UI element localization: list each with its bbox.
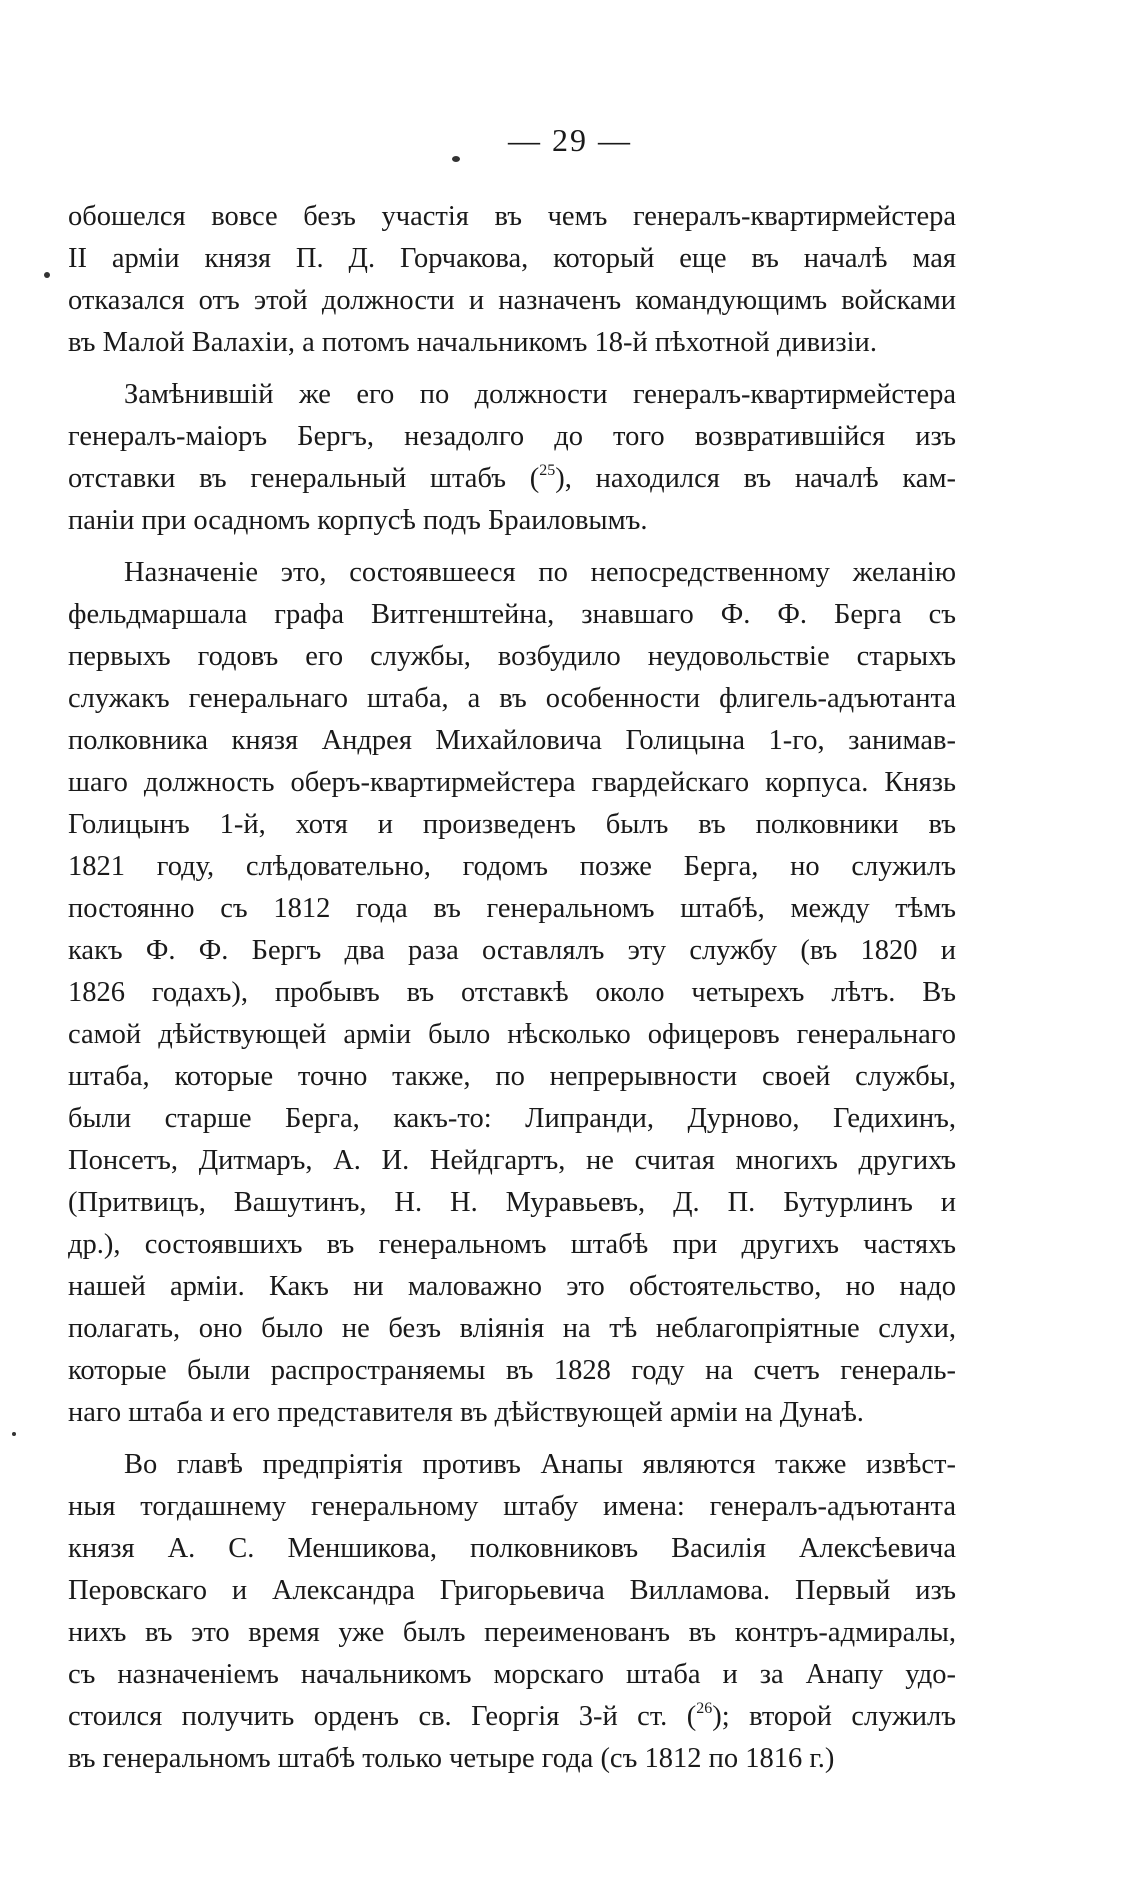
text-line: самой дѣйствующей арміи было нѣсколько офицеровъ генеральнаго — [68, 1019, 956, 1050]
text-line: Во главѣ предпріятія противъ Анапы являются также извѣст- — [124, 1449, 956, 1480]
text-line: отказался отъ этой должности и назначенъ командующимъ войсками — [68, 285, 956, 316]
text-line: фельдмаршала графа Витгенштейна, знавшаго Ф. Ф. Берга съ — [68, 599, 956, 630]
paragraph-gap — [68, 542, 956, 552]
text-line: нихъ въ это время уже былъ переименованъ въ контръ-адмиралы, — [68, 1617, 956, 1648]
text-line: Голицынъ 1-й, хотя и произведенъ былъ въ полковники въ — [68, 809, 956, 840]
paragraph — [68, 1444, 956, 1780]
text-line: постоянно съ 1812 года въ генеральномъ штабѣ, между тѣмъ — [68, 893, 956, 924]
text-line: 1821 году, слѣдовательно, годомъ позже Берга, но служилъ — [68, 851, 956, 882]
text-line: отставки въ генеральный штабъ ($^{25}$), находился въ началѣ кам- — [68, 462, 956, 494]
text-line: какъ Ф. Ф. Бергъ два раза оставлялъ эту службу (въ 1820 и — [68, 935, 956, 966]
text-line: стоился получить орденъ св. Георгія 3-й ст. ($^{26}$); второй служилъ — [68, 1700, 956, 1732]
text-line: др.), состоявшихъ въ генеральномъ штабѣ при другихъ частяхъ — [68, 1229, 956, 1260]
text-line: были старше Берга, какъ-то: Липранди, Дурново, Гедихинъ, — [68, 1103, 956, 1134]
text-line: наго штаба и его представителя въ дѣйствующей арміи на Дунаѣ. — [68, 1397, 864, 1428]
body-text — [68, 196, 956, 1780]
page-number: — 29 — — [508, 122, 632, 158]
text-line: съ назначеніемъ начальникомъ морскаго штаба и за Анапу удо- — [68, 1659, 956, 1690]
text-line: Понсетъ, Дитмаръ, А. И. Нейдгартъ, не считая многихъ другихъ — [68, 1145, 956, 1176]
text-line: полагать, оно было не безъ вліянія на тѣ неблагопріятные слухи, — [68, 1313, 956, 1344]
text-line: 1826 годахъ), пробывъ въ отставкѣ около четырехъ лѣтъ. Въ — [68, 977, 956, 1008]
text-line: которые были распространяемы въ 1828 году на счетъ генераль- — [68, 1355, 956, 1386]
text-line: первыхъ годовъ его службы, возбудило неудовольствіе старыхъ — [68, 641, 956, 672]
text-line: штаба, которые точно также, по непрерывности своей службы, — [68, 1061, 956, 1092]
text-line: Назначеніе это, состоявшееся по непосредственному желанію — [124, 557, 956, 588]
print-speck — [452, 156, 460, 162]
text-line: Перовскаго и Александра Григорьевича Вилламова. Первый изъ — [68, 1575, 956, 1606]
text-line: нашей арміи. Какъ ни маловажно это обстоятельство, но надо — [68, 1271, 956, 1302]
text-line: (Притвицъ, Вашутинъ, Н. Н. Муравьевъ, Д. П. Бутурлинъ и — [68, 1187, 956, 1218]
print-speck — [12, 1432, 16, 1436]
footnote-ref: 25 — [539, 462, 556, 479]
paragraph-gap — [68, 364, 956, 374]
print-speck — [44, 272, 50, 278]
text-line: генералъ-маіоръ Бергъ, незадолго до того возвратившійся изъ — [68, 421, 956, 452]
footnote-ref: 26 — [696, 1700, 713, 1717]
text-line: Замѣнившій же его по должности генералъ-квартирмейстера — [124, 379, 956, 410]
text-line: въ генеральномъ штабѣ только четыре года (съ 1812 по 1816 г.) — [68, 1743, 835, 1774]
text-line: служакъ генеральнаго штаба, а въ особенности флигель-адъютанта — [68, 683, 956, 714]
paragraph — [68, 374, 956, 542]
text-line: II арміи князя П. Д. Горчакова, который еще въ началѣ мая — [68, 243, 956, 274]
text-line: полковника князя Андрея Михайловича Голицына 1-го, занимав- — [68, 725, 956, 756]
text-line: обошелся вовсе безъ участія въ чемъ генералъ-квартирмейстера — [68, 201, 956, 232]
text-line: паніи при осадномъ корпусѣ подъ Браиловымъ. — [68, 505, 648, 536]
paragraph — [68, 196, 956, 364]
text-line: князя А. С. Меншикова, полковниковъ Василія Алексѣевича — [68, 1533, 956, 1564]
text-line: шаго должность оберъ-квартирмейстера гвардейскаго корпуса. Князь — [68, 767, 956, 798]
paragraph — [68, 552, 956, 1434]
paragraph-gap — [68, 1434, 956, 1444]
text-line: ныя тогдашнему генеральному штабу имена: генералъ-адъютанта — [68, 1491, 956, 1522]
text-line: въ Малой Валахіи, а потомъ начальникомъ 18-й пѣхотной дивизіи. — [68, 327, 877, 358]
